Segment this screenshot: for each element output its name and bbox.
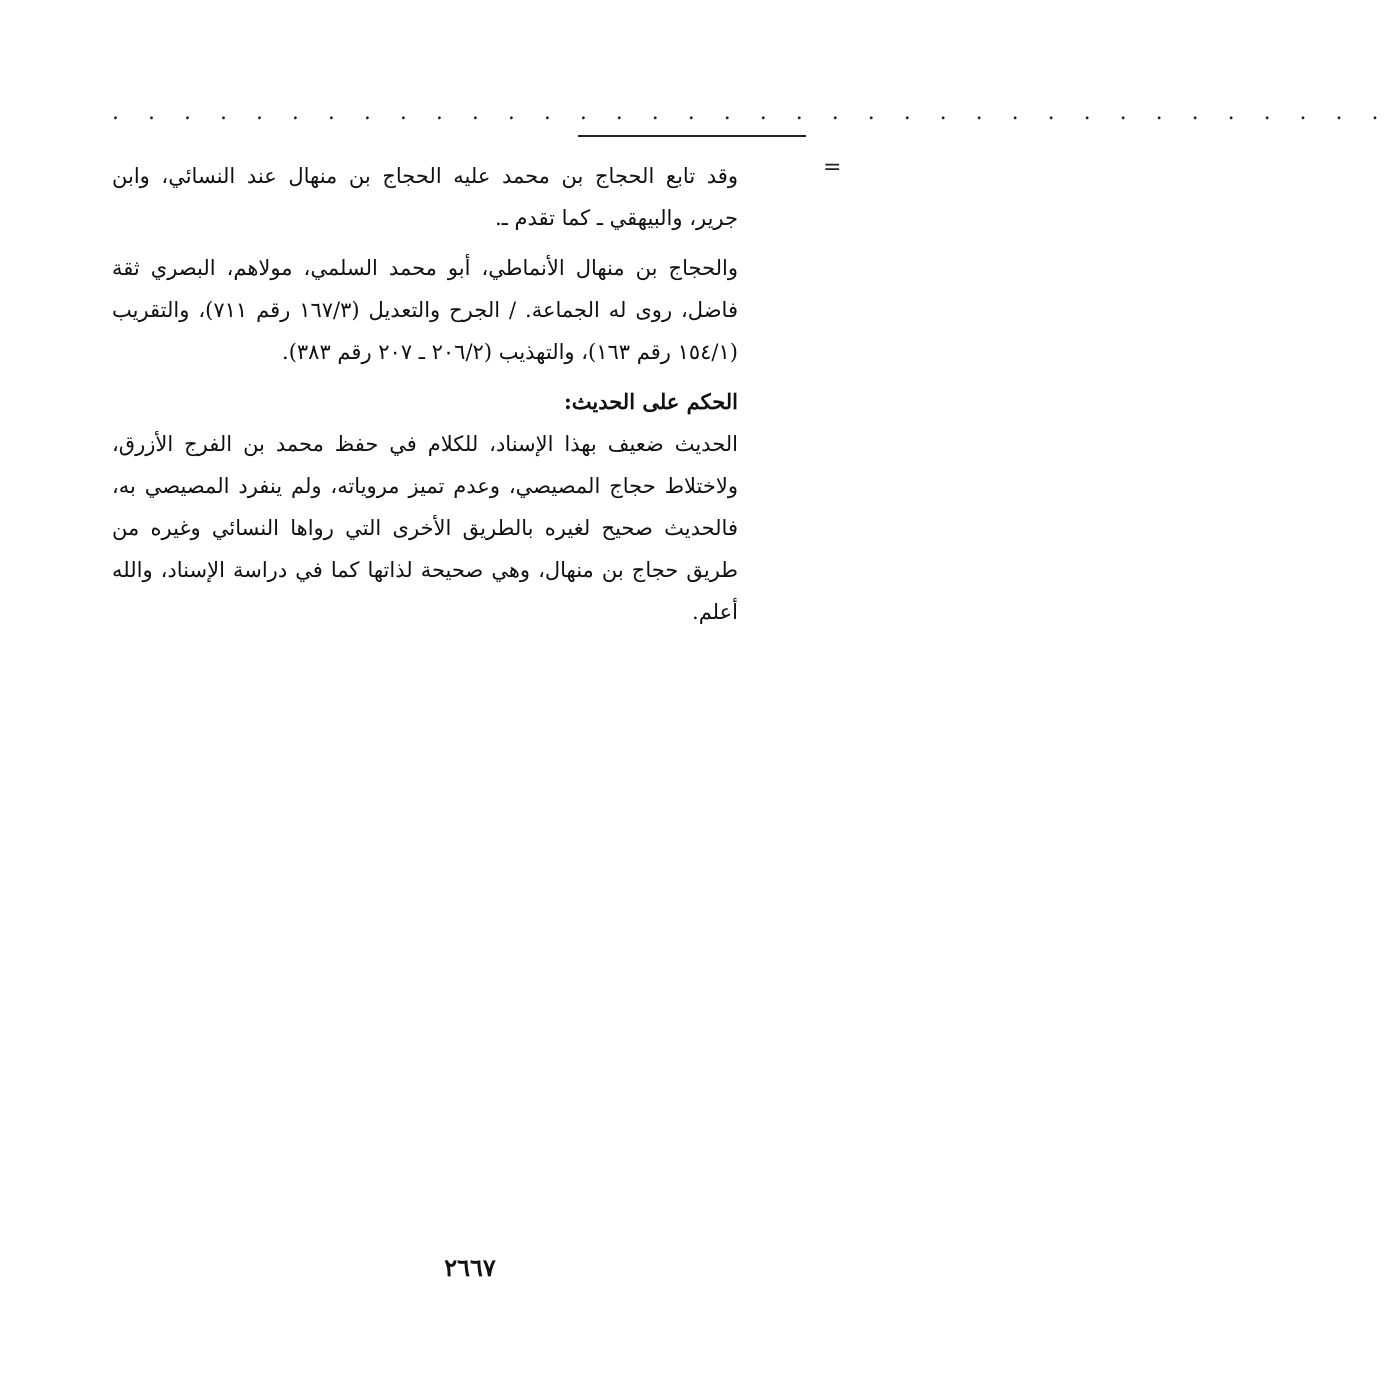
continuation-mark: = [823,155,842,180]
ruling-text: الحديث ضعيف بهذا الإسناد، للكلام في حفظ محمد بن الفرج الأزرق، ولاختلاط حجاج المصيصي، وعدم تميز مروياته، ولم ينفرد المصيصي به، فالحديث صحيح لغيره بالطريق الأخرى التي رواها النسائي وغيره من طريق حجاج بن منهال، وهي صحيحة لذاتها كما في دراسة الإسناد، والله أعلم. [112,432,738,624]
separator-dots: . . . . . . . . . . . . . . . . . . . . . . . . . . . . . . . . . . . . [112,100,1390,125]
main-text [112,155,738,641]
paragraph-follow-up: وقد تابع الحجاج بن محمد عليه الحجاج بن منهال عند النسائي، وابن جرير، والبيهقي ـ كما تقدم ـ. [112,164,738,230]
footnote-rule [578,135,806,137]
ruling-heading: الحكم على الحديث: [564,389,738,414]
paragraph-narrator-bio: والحجاج بن منهال الأنماطي، أبو محمد السلمي، مولاهم، البصري ثقة فاضل، روى له الجماعة. / الجرح والتعديل (١٦٧/٣ رقم ٧١١)، والتقريب (١٥٤/١ رقم ١٦٣)، والتهذيب (٢٠٦/٢ ـ ٢٠٧ رقم ٣٨٣). [112,256,738,364]
page-number: ٢٦٦٧ [444,1253,496,1282]
